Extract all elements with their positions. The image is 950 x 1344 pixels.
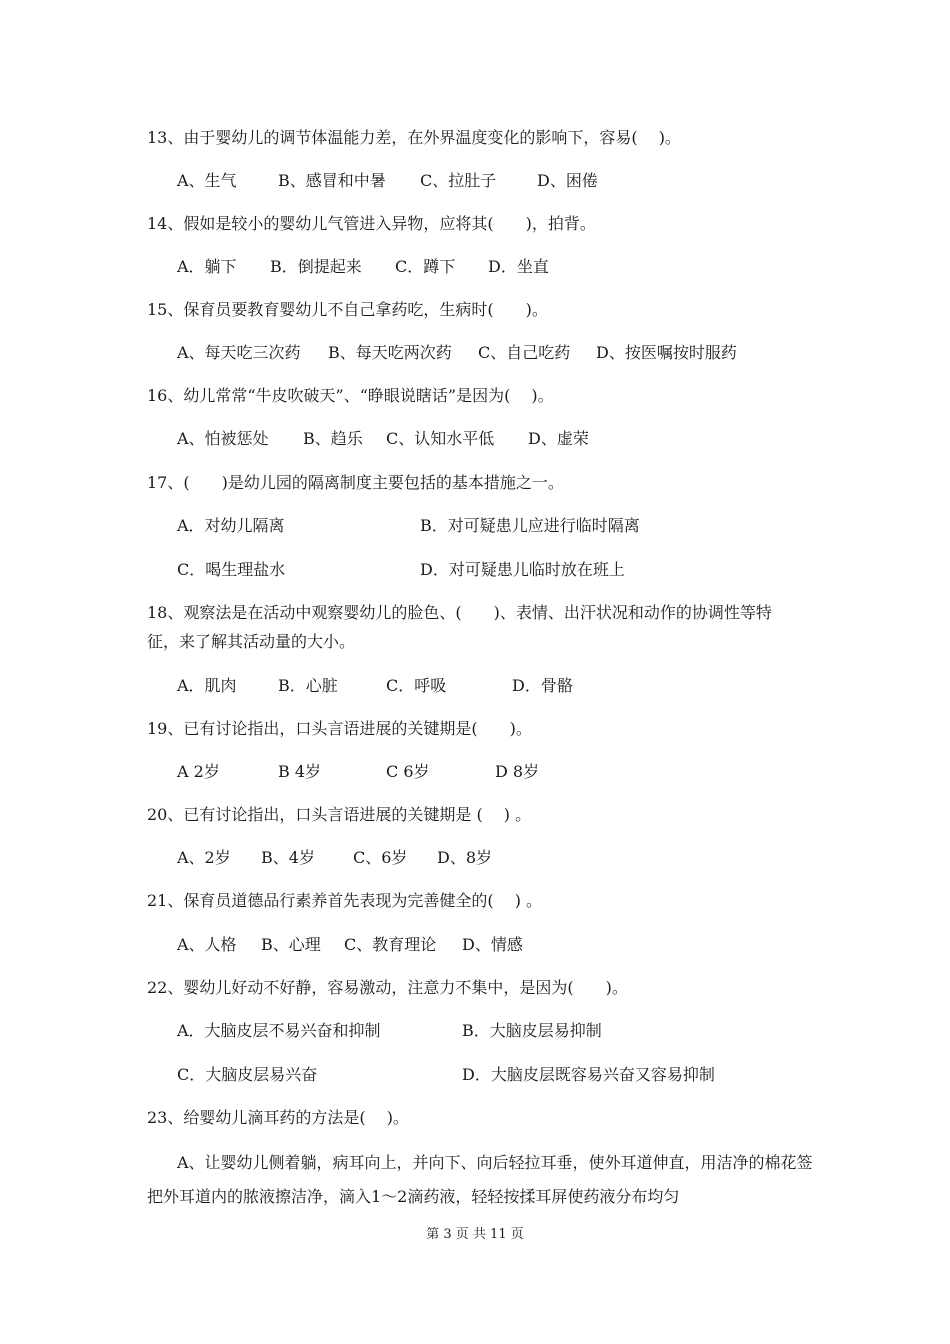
option-c: C、拉肚子 (420, 171, 497, 190)
option-a: A、2岁 (177, 848, 231, 867)
question-19: 19、已有讨论指出，口头言语进展的关键期是( )。 (147, 719, 532, 738)
option-b: B．倒提起来 (270, 257, 362, 276)
option-c: C、自己吃药 (478, 343, 571, 362)
option-d: D、困倦 (537, 171, 598, 190)
option-a: A、怕被惩处 (177, 429, 269, 448)
option-d: D 8岁 (495, 762, 540, 781)
question-18-line1: 18、观察法是在活动中观察婴幼儿的脸色、( )、表情、出汗状况和动作的协调性等特 (147, 603, 772, 622)
option-d: D、虚荣 (528, 429, 589, 448)
option-b: B 4岁 (278, 762, 322, 781)
question-22: 22、婴幼儿好动不好静，容易激动，注意力不集中，是因为( )。 (147, 978, 628, 997)
option-b: B、趋乐 (303, 429, 363, 448)
option-d: D．骨骼 (512, 676, 573, 695)
option-a: A、每天吃三次药 (177, 343, 301, 362)
question-18-line2: 征，来了解其活动量的大小。 (147, 632, 356, 651)
option-c: C、6岁 (353, 848, 408, 867)
option-b: B．对可疑患儿应进行临时隔离 (420, 516, 640, 535)
option-a: A．肌肉 (177, 676, 237, 695)
question-21: 21、保育员道德品行素养首先表现为完善健全的( ) 。 (147, 891, 543, 910)
option-a: A．躺下 (177, 257, 237, 276)
option-c: C．呼吸 (386, 676, 447, 695)
option-d: D．大脑皮层既容易兴奋又容易抑制 (462, 1065, 715, 1084)
question-15: 15、保育员要教育婴幼儿不自己拿药吃，生病时( )。 (147, 300, 548, 319)
question-16: 16、幼儿常常“牛皮吹破天”、“睁眼说瞎话”是因为( )。 (147, 386, 554, 405)
option-a: A、生气 (177, 171, 237, 190)
option-c: C．喝生理盐水 (177, 560, 286, 579)
option-d: D、按医嘱按时服药 (596, 343, 737, 362)
question-14: 14、假如是较小的婴幼儿气管进入异物，应将其( )，拍背。 (147, 214, 596, 233)
option-c: C．大脑皮层易兴奋 (177, 1065, 318, 1084)
option-b: B．大脑皮层易抑制 (462, 1021, 602, 1040)
question-23: 23、给婴幼儿滴耳药的方法是( )。 (147, 1108, 409, 1127)
question-20: 20、已有讨论指出，口头言语进展的关键期是 ( ) 。 (147, 805, 532, 824)
option-b: B、4岁 (261, 848, 315, 867)
option-d: D、情感 (462, 935, 523, 954)
question-13: 13、由于婴幼儿的调节体温能力差，在外界温度变化的影响下，容易( )。 (147, 128, 681, 147)
question-17: 17、( )是幼儿园的隔离制度主要包括的基本措施之一。 (147, 473, 564, 492)
page-number: 第 3 页 共 11 页 (426, 1227, 524, 1242)
option-a: A．大脑皮层不易兴奋和抑制 (177, 1021, 381, 1040)
option-d: D、8岁 (437, 848, 493, 867)
option-b: B、感冒和中暑 (278, 171, 386, 190)
option-a: A 2岁 (177, 762, 220, 781)
option-b: B、心理 (261, 935, 321, 954)
option-d: D．坐直 (488, 257, 549, 276)
option-d: D．对可疑患儿临时放在班上 (420, 560, 625, 579)
option-c: C、认知水平低 (386, 429, 495, 448)
option-c: C、教育理论 (344, 935, 437, 954)
option-b: B．心脏 (278, 676, 338, 695)
option-a: A、人格 (177, 935, 237, 954)
option-a: A．对幼儿隔离 (177, 516, 285, 535)
option-c: C 6岁 (386, 762, 430, 781)
option-b: B、每天吃两次药 (328, 343, 452, 362)
question-23-option-a: A、让婴幼儿侧着躺，病耳向上，并向下、向后轻拉耳垂，使外耳道伸直，用洁净的棉花签把外耳道内的脓液擦洁净，滴入1～2滴药液，轻轻按揉耳屏使药液分布均匀 (147, 1153, 813, 1206)
option-c: C．蹲下 (395, 257, 456, 276)
